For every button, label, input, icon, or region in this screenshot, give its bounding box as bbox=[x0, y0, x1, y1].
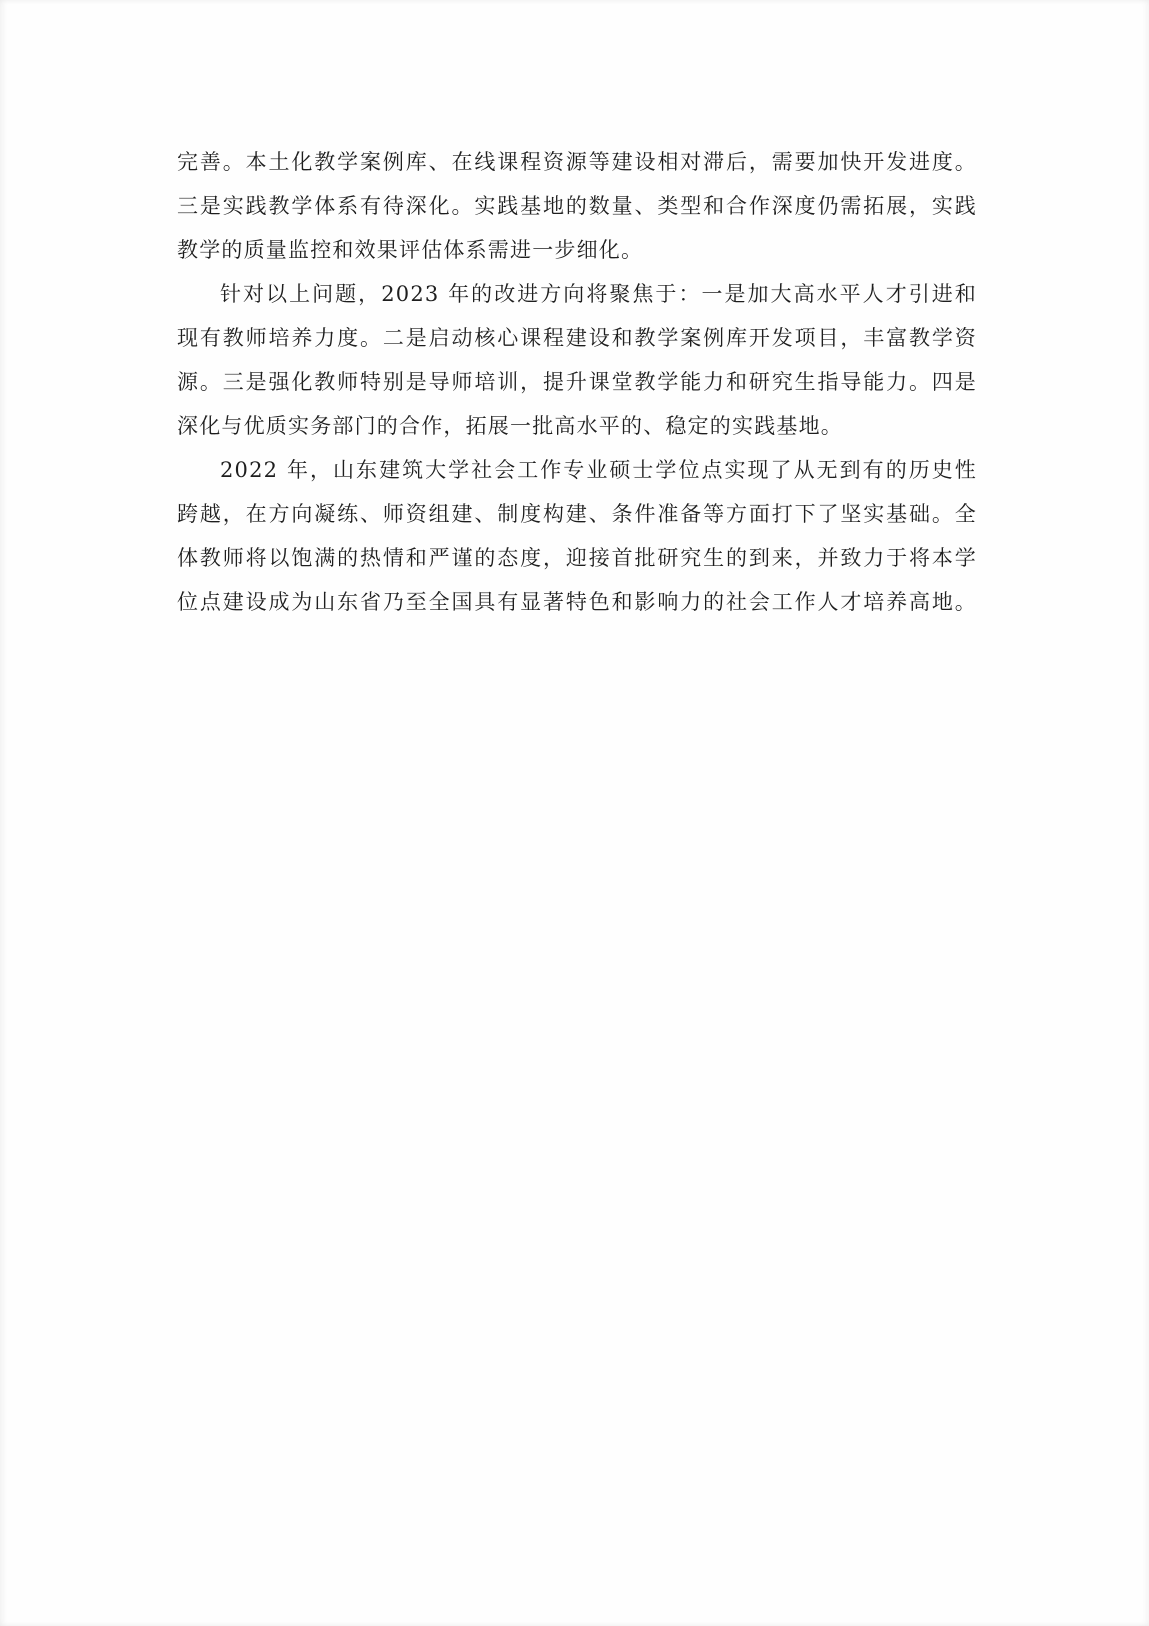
paragraph-line: 2022 年，山东建筑大学社会工作专业硕士学位点实现了从无到有的历史性 bbox=[220, 458, 977, 482]
paragraph-1 bbox=[177, 140, 977, 272]
paragraph-line: 教学的质量监控和效果评估体系需进一步细化。 bbox=[177, 238, 644, 262]
paragraph-line: 三是实践教学体系有待深化。实践基地的数量、类型和合作深度仍需拓展，实践 bbox=[177, 194, 977, 218]
paragraph-3 bbox=[177, 448, 977, 624]
paragraph-line: 源。三是强化教师特别是导师培训，提升课堂教学能力和研究生指导能力。四是 bbox=[177, 370, 977, 394]
paragraph-2 bbox=[177, 272, 977, 448]
paragraph-line: 位点建设成为山东省乃至全国具有显著特色和影响力的社会工作人才培养高地。 bbox=[177, 590, 977, 614]
paragraph-line: 现有教师培养力度。二是启动核心课程建设和教学案例库开发项目，丰富教学资 bbox=[177, 326, 977, 350]
paragraph-line: 完善。本土化教学案例库、在线课程资源等建设相对滞后，需要加快开发进度。 bbox=[177, 150, 977, 174]
paragraph-line: 体教师将以饱满的热情和严谨的态度，迎接首批研究生的到来，并致力于将本学 bbox=[177, 546, 977, 570]
paragraph-line: 跨越，在方向凝练、师资组建、制度构建、条件准备等方面打下了坚实基础。全 bbox=[177, 502, 977, 526]
paragraph-line: 深化与优质实务部门的合作，拓展一批高水平的、稳定的实践基地。 bbox=[177, 414, 843, 438]
paragraph-line: 针对以上问题，2023 年的改进方向将聚焦于：一是加大高水平人才引进和 bbox=[220, 282, 977, 306]
document-body bbox=[177, 140, 977, 624]
